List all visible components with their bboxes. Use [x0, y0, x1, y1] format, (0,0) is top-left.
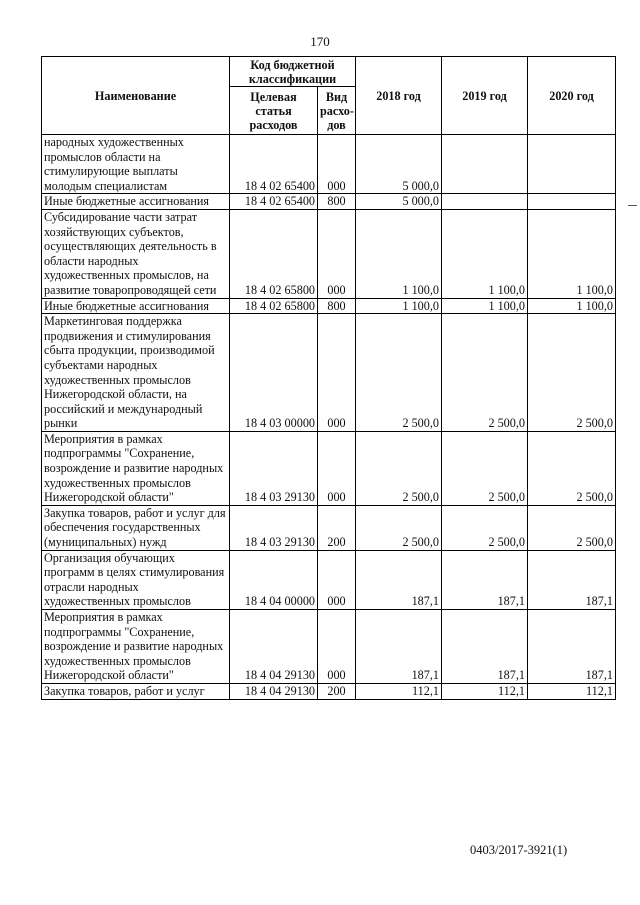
row-2020: 2 500,0: [528, 314, 616, 432]
row-2018: 2 500,0: [356, 314, 442, 432]
row-2018: 187,1: [356, 550, 442, 609]
row-name: Субсидирование части затрат хозяйствующих субъектов, осуществляющих деятельность в области народных художественных промыслов, на развитие товаропроводящей сети: [42, 209, 230, 298]
row-2019: 2 500,0: [442, 505, 528, 550]
row-2019: 1 100,0: [442, 298, 528, 314]
row-kind: 800: [318, 298, 356, 314]
row-2019: [442, 135, 528, 194]
row-kind: 200: [318, 683, 356, 699]
table-row: [42, 209, 616, 298]
row-name: Иные бюджетные ассигнования: [42, 298, 230, 314]
row-2020: 1 100,0: [528, 298, 616, 314]
table-row: [42, 431, 616, 505]
row-2019: 1 100,0: [442, 209, 528, 298]
row-kind: 000: [318, 550, 356, 609]
row-2019: 112,1: [442, 683, 528, 699]
table-row: [42, 314, 616, 432]
header-name: Наименование: [42, 57, 230, 135]
row-2018: 2 500,0: [356, 431, 442, 505]
row-2018: 5 000,0: [356, 194, 442, 210]
header-budget-code: Код бюджетной классификации: [230, 57, 356, 87]
table-row: [42, 550, 616, 609]
header-year-2019: 2019 год: [442, 57, 528, 135]
row-code: 18 4 03 00000: [230, 314, 318, 432]
budget-table: [41, 56, 616, 700]
margin-mark: [628, 205, 637, 206]
row-name: народных художественных промыслов области на стимулирующие выплаты молодым специалистам: [42, 135, 230, 194]
row-kind: 000: [318, 431, 356, 505]
table-row: [42, 194, 616, 210]
row-2019: 187,1: [442, 550, 528, 609]
row-name: Мероприятия в рамках подпрограммы "Сохранение, возрождение и развитие народных художественных промыслов Нижегородской области": [42, 610, 230, 684]
row-2020: 187,1: [528, 550, 616, 609]
row-name: Иные бюджетные ассигнования: [42, 194, 230, 210]
table-row: [42, 610, 616, 684]
row-code: 18 4 02 65800: [230, 298, 318, 314]
row-name: Маркетинговая поддержка продвижения и стимулирования сбыта продукции, производимой субъектами народных художественных промыслов Нижегородской области, на российский и международный рынки: [42, 314, 230, 432]
document-code: 0403/2017-3921(1): [470, 843, 568, 857]
table-row: [42, 683, 616, 699]
row-2019: 2 500,0: [442, 314, 528, 432]
table-row: [42, 135, 616, 194]
row-code: 18 4 04 00000: [230, 550, 318, 609]
header-expense-kind: Вид расхо-дов: [318, 87, 356, 135]
row-2019: 187,1: [442, 610, 528, 684]
row-code: 18 4 04 29130: [230, 610, 318, 684]
row-name: Организация обучающих программ в целях стимулирования отрасли народных художественных промыслов: [42, 550, 230, 609]
page-number: 170: [310, 34, 330, 49]
row-2019: [442, 194, 528, 210]
row-code: 18 4 03 29130: [230, 431, 318, 505]
row-2020: [528, 135, 616, 194]
row-2018: 112,1: [356, 683, 442, 699]
row-code: 18 4 04 29130: [230, 683, 318, 699]
row-2020: 112,1: [528, 683, 616, 699]
header-target-article: Целевая статья расходов: [230, 87, 318, 135]
row-code: 18 4 02 65400: [230, 194, 318, 210]
row-2018: 187,1: [356, 610, 442, 684]
row-2020: 187,1: [528, 610, 616, 684]
row-code: 18 4 02 65800: [230, 209, 318, 298]
row-code: 18 4 03 29130: [230, 505, 318, 550]
row-2018: 1 100,0: [356, 209, 442, 298]
header-year-2018: 2018 год: [356, 57, 442, 135]
row-2020: 2 500,0: [528, 505, 616, 550]
row-2020: [528, 194, 616, 210]
row-2018: 1 100,0: [356, 298, 442, 314]
table-row: [42, 298, 616, 314]
header-year-2020: 2020 год: [528, 57, 616, 135]
table-row: [42, 505, 616, 550]
row-name: Закупка товаров, работ и услуг для обеспечения государственных (муниципальных) нужд: [42, 505, 230, 550]
row-kind: 000: [318, 314, 356, 432]
row-2018: 5 000,0: [356, 135, 442, 194]
row-name: Закупка товаров, работ и услуг: [42, 683, 230, 699]
row-2018: 2 500,0: [356, 505, 442, 550]
row-kind: 000: [318, 209, 356, 298]
row-kind: 000: [318, 610, 356, 684]
row-kind: 800: [318, 194, 356, 210]
row-2020: 1 100,0: [528, 209, 616, 298]
row-name: Мероприятия в рамках подпрограммы "Сохранение, возрождение и развитие народных художественных промыслов Нижегородской области": [42, 431, 230, 505]
row-2020: 2 500,0: [528, 431, 616, 505]
row-2019: 2 500,0: [442, 431, 528, 505]
row-code: 18 4 02 65400: [230, 135, 318, 194]
row-kind: 200: [318, 505, 356, 550]
row-kind: 000: [318, 135, 356, 194]
